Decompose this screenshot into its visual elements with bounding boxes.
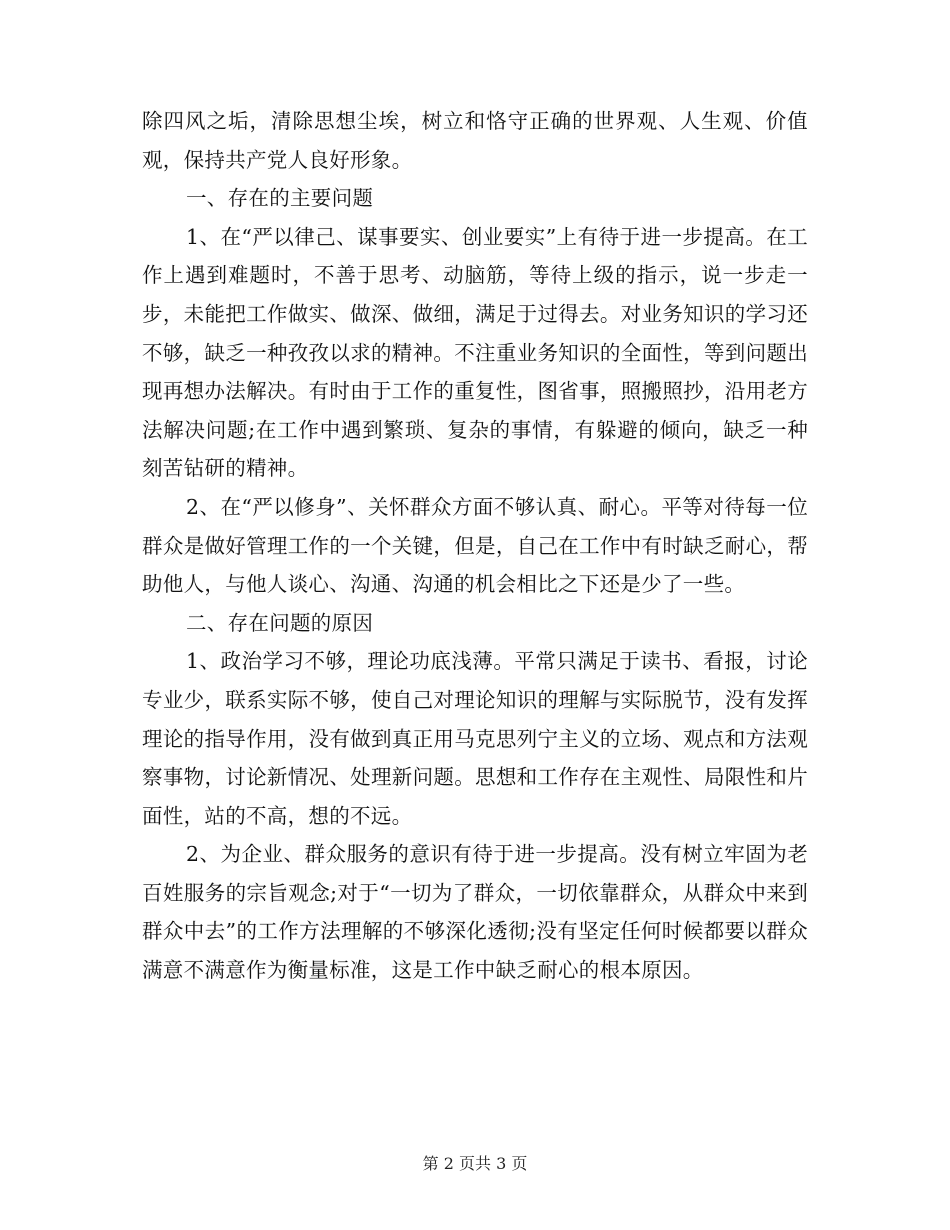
section-heading-main-problems: 一、存在的主要问题 bbox=[186, 186, 374, 211]
paragraph-problem-2: 2、在“严以修身”、关怀群众方面不够认真、耐心。平等对待每一位群众是做好管理工作的一个关键，但是，自己在工作中有时缺乏耐心，帮助他人，与他人谈心、沟通、沟通的机会相比之下还是少了一些。 bbox=[142, 494, 808, 597]
section-heading-causes: 二、存在问题的原因 bbox=[186, 610, 374, 635]
paragraph-intro: 除四风之垢，清除思想尘埃，树立和恪守正确的世界观、人生观、价值观，保持共产党人良好形象。 bbox=[142, 109, 808, 172]
paragraph-cause-1: 1、政治学习不够，理论功底浅薄。平常只满足于读书、看报，讨论专业少，联系实际不够，使自己对理论知识的理解与实际脱节，没有发挥理论的指导作用，没有做到真正用马克思列宁主义的立场、观点和方法观察事物，讨论新情况、处理新问题。思想和工作存在主观性、局限性和片面性，站的不高，想的不远。 bbox=[142, 649, 808, 828]
page-footer bbox=[0, 1154, 950, 1174]
paragraph-problem-1: 1、在“严以律己、谋事要实、创业要实”上有待于进一步提高。在工作上遇到难题时，不善于思考、动脑筋，等待上级的指示，说一步走一步，未能把工作做实、做深、做细，满足于过得去。对业务知识的学习还不够，缺乏一种孜孜以求的精神。不注重业务知识的全面性，等到问题出现再想办法解决。有时由于工作的重复性，图省事，照搬照抄，沿用老方法解决问题;在工作中遇到繁琐、复杂的事情，有躲避的倾向，缺乏一种刻苦钻研的精神。 bbox=[142, 224, 808, 481]
page-number-label: 第 2 页共 3 页 bbox=[422, 1154, 528, 1173]
document-body bbox=[142, 102, 808, 990]
paragraph-cause-2: 2、为企业、群众服务的意识有待于进一步提高。没有树立牢固为老百姓服务的宗旨观念;对于“一切为了群众，一切依靠群众，从群众中来到群众中去”的工作方法理解的不够深化透彻;没有坚定任何时候都要以群众满意不满意作为衡量标准，这是工作中缺乏耐心的根本原因。 bbox=[142, 842, 808, 983]
